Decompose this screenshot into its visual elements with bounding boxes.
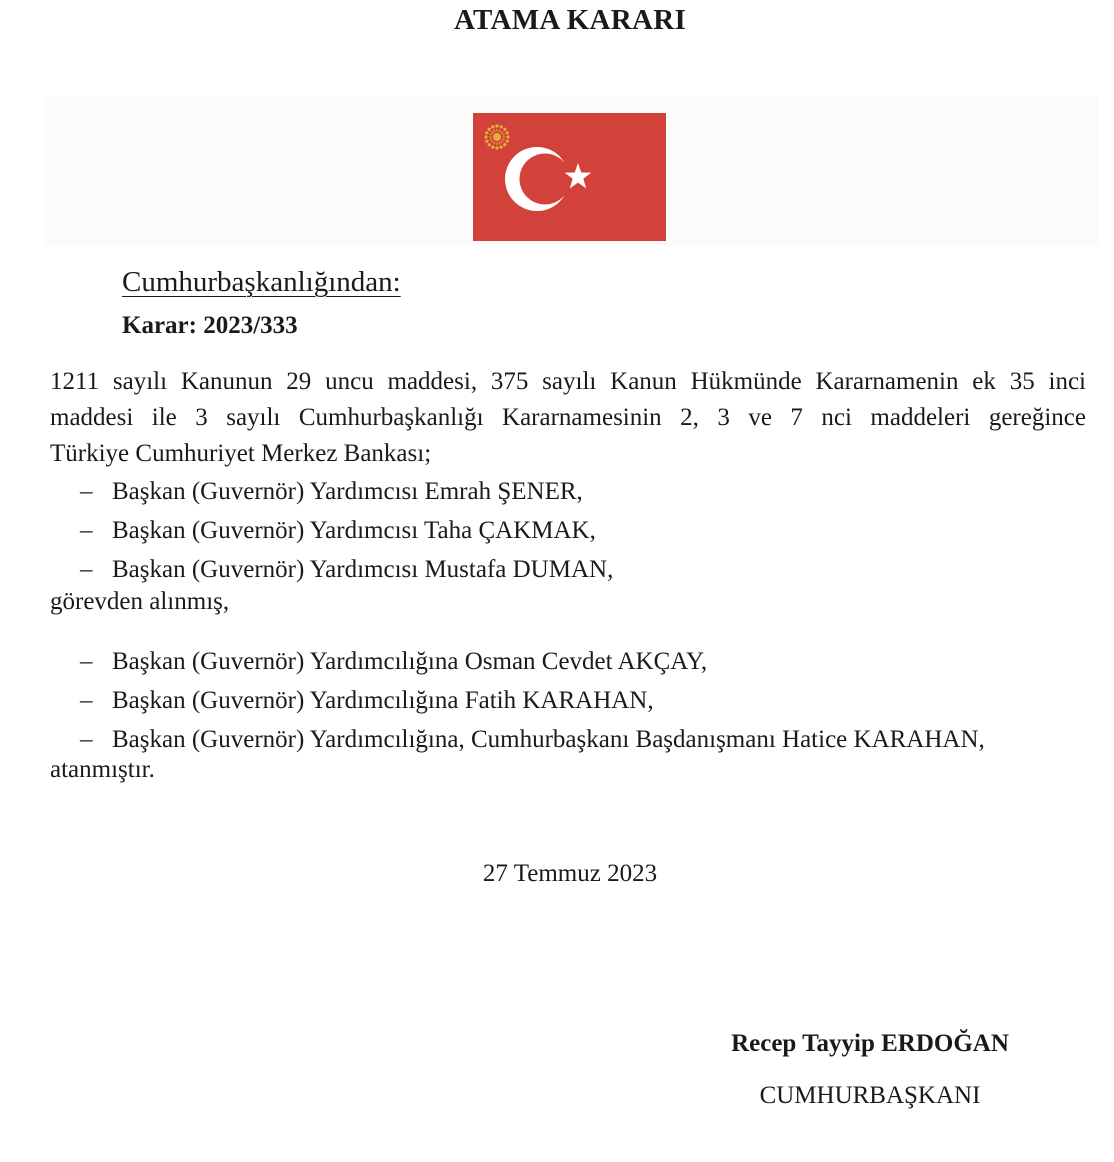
seal-star: [484, 135, 487, 138]
seal-star: [495, 124, 498, 127]
seal-star: [488, 128, 491, 131]
seal-star: [503, 143, 506, 146]
dismissed-list: [80, 472, 613, 589]
signer-title: CUMHURBAŞKANI: [759, 1082, 981, 1109]
list-marker: –: [80, 648, 93, 675]
list-item: [80, 681, 985, 720]
list-marker: –: [80, 517, 93, 544]
paragraph-line: 1211 sayılı Kanunun 29 uncu maddesi, 375 sayılı Kanun Hükmünde Kararnamenin ek 35 inci: [50, 368, 1086, 395]
seal-star: [488, 143, 491, 146]
seal-star: [500, 125, 503, 128]
seal-star: [506, 140, 509, 143]
list-marker: –: [80, 556, 93, 583]
decree-date: 27 Temmuz 2023: [482, 860, 658, 887]
list-item: [80, 642, 985, 681]
seal-star: [506, 131, 509, 134]
signer-name: Recep Tayyip ERDOĞAN: [731, 1030, 1009, 1057]
list-marker: –: [80, 478, 93, 505]
appointed-closing: atanmıştır.: [50, 756, 155, 783]
list-item: [80, 550, 613, 589]
seal-star: [500, 146, 503, 149]
appointed-person: Başkan (Guvernör) Yardımcılığına, Cumhurbaşkanı Başdanışmanı Hatice KARAHAN,: [112, 726, 985, 753]
seal-star: [491, 146, 494, 149]
list-marker: –: [80, 687, 93, 714]
decision-number: Karar: 2023/333: [122, 312, 298, 339]
document-title: ATAMA KARARI: [453, 4, 687, 36]
issuer-heading: Cumhurbaşkanlığından:: [122, 266, 401, 298]
list-item: [80, 720, 985, 759]
appointed-person: Başkan (Guvernör) Yardımcılığına Osman Cevdet AKÇAY,: [112, 648, 708, 675]
appointed-person: Başkan (Guvernör) Yardımcılığına Fatih KARAHAN,: [112, 687, 654, 714]
decree-paragraph: [50, 364, 1086, 472]
seal-star: [485, 131, 488, 134]
dismissed-closing: görevden alınmış,: [50, 588, 230, 615]
dismissed-person: Başkan (Guvernör) Yardımcısı Mustafa DUMAN,: [112, 556, 614, 583]
seal-star: [503, 128, 506, 131]
paragraph-line: maddesi ile 3 sayılı Cumhurbaşkanlığı Kararnamesinin 2, 3 ve 7 nci maddeleri gereğince: [50, 404, 1086, 431]
seal-star: [506, 135, 509, 138]
dismissed-person: Başkan (Guvernör) Yardımcısı Taha ÇAKMAK,: [112, 517, 596, 544]
seal-star: [485, 140, 488, 143]
appointed-list: [80, 642, 985, 759]
list-item: [80, 511, 613, 550]
seal-star: [491, 125, 494, 128]
list-marker: –: [80, 726, 93, 753]
list-item: [80, 472, 613, 511]
seal-star: [495, 146, 498, 149]
paragraph-line: Türkiye Cumhuriyet Merkez Bankası;: [50, 440, 432, 467]
turkish-flag-icon: [473, 113, 666, 241]
dismissed-person: Başkan (Guvernör) Yardımcısı Emrah ŞENER,: [112, 478, 583, 505]
